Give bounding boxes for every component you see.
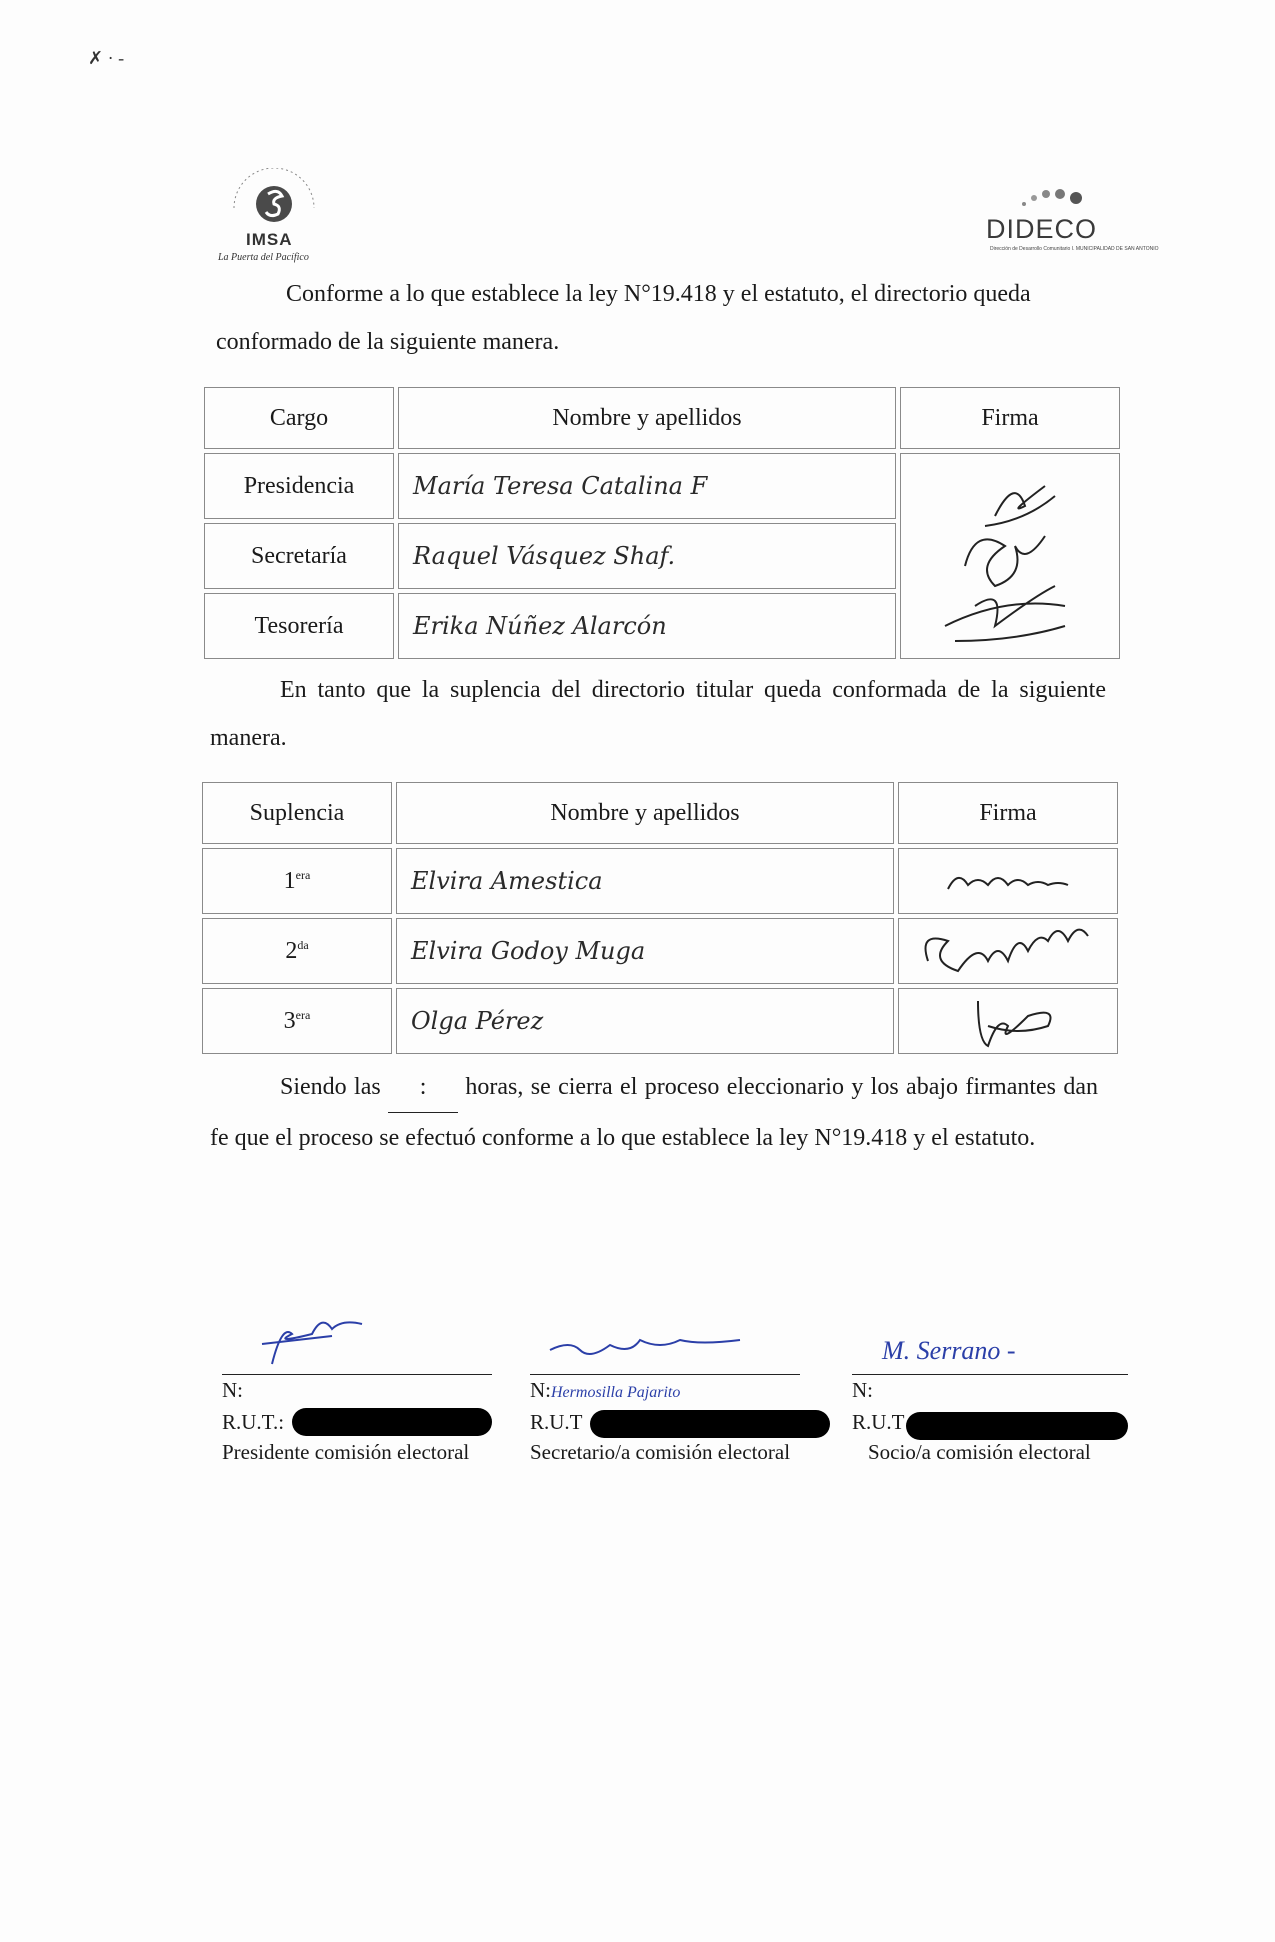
dideco-brand: DIDECO (986, 214, 1098, 244)
table-row (202, 988, 1118, 1054)
nombre-cell: Olga Pérez (396, 988, 894, 1054)
handwritten-name: M. Serrano - (882, 1336, 1016, 1365)
imsa-logo (212, 168, 332, 272)
role-label: Socio/a comisión electoral (868, 1440, 1091, 1464)
nombre-cell: María Teresa Catalina F (398, 453, 896, 519)
firma-cell (898, 918, 1118, 984)
suplencia-number (202, 848, 392, 914)
role-label: Secretario/a comisión electoral (530, 1440, 791, 1464)
redaction-bar (292, 1408, 492, 1436)
handwritten-signature-icon (252, 1314, 372, 1374)
handwritten-signature-icon (908, 921, 1108, 981)
header-cargo: Cargo (204, 387, 394, 449)
scan-mark: ✗ · - (88, 48, 125, 68)
nombre-cell: Erika Núñez Alarcón (398, 593, 896, 659)
ordinal-suffix: era (295, 1007, 311, 1022)
header-firma: Firma (900, 387, 1120, 449)
role-label: Presidente comisión electoral (222, 1440, 470, 1464)
signature-line (530, 1374, 800, 1375)
firma-cell (900, 453, 1120, 659)
nombre-cell: Elvira Godoy Muga (396, 918, 894, 984)
dideco-subtitle: Dirección de Desarrollo Comunitario I. MUNICIPALIDAD DE SAN ANTONIO (990, 246, 1159, 252)
handwritten-signature-icon (540, 1330, 760, 1380)
intro-paragraph: Conforme a lo que establece la ley N°19.418 y el estatuto, el directorio queda conformado de la siguiente manera. (216, 281, 1031, 355)
time-field: : (388, 1062, 458, 1113)
handwritten-signature-icon (935, 456, 1085, 656)
table-row (202, 848, 1118, 914)
header-nombre: Nombre y apellidos (396, 782, 894, 844)
name-label: N: (222, 1378, 243, 1402)
imsa-brand: IMSA (246, 230, 293, 249)
rut-label: R.U.T (852, 1410, 905, 1434)
imsa-tagline: La Puerta del Pacífico (218, 252, 309, 263)
cargo-cell: Tesorería (204, 593, 394, 659)
firma-cell (898, 848, 1118, 914)
ordinal-suffix: era (295, 867, 311, 882)
closing-end: horas, se cierra el proceso eleccionario y los abajo firmantes dan fe que el proceso se efectuó conforme a lo que establece la ley N°19.418 y el estatuto. (210, 1074, 1099, 1151)
nombre-cell: Elvira Amestica (396, 848, 894, 914)
table-header-row (204, 387, 1120, 449)
table-row (202, 918, 1118, 984)
rut-label: R.U.T (530, 1410, 583, 1434)
rut-field (222, 1410, 284, 1435)
name-field (530, 1378, 680, 1403)
signature-line (852, 1374, 1128, 1375)
dideco-logo (980, 186, 1159, 266)
suplencia-number (202, 988, 392, 1054)
header-firma: Firma (898, 782, 1118, 844)
rut-field (530, 1410, 583, 1435)
closing-paragraph (210, 1062, 1098, 1163)
suplencia-number (202, 918, 392, 984)
ordinal-number: 2 (285, 937, 298, 964)
dots-icon (1018, 186, 1108, 212)
name-label: N: (530, 1378, 551, 1402)
name-field (222, 1378, 243, 1403)
name-label: N: (852, 1378, 873, 1402)
firma-cell (898, 988, 1118, 1054)
rut-field (852, 1410, 905, 1435)
handwritten-signature-icon (938, 991, 1078, 1051)
ordinal-number: 3 (283, 1007, 296, 1034)
ordinal-number: 1 (283, 867, 296, 894)
closing-start: Siendo las (280, 1074, 381, 1100)
suplencia-paragraph: En tanto que la suplencia del directorio titular queda conformada de la siguiente manera. (210, 677, 1106, 751)
name-value: Hermosilla Pajarito (551, 1384, 681, 1401)
header-nombre: Nombre y apellidos (398, 387, 896, 449)
redaction-bar (590, 1410, 830, 1438)
cargo-cell: Presidencia (204, 453, 394, 519)
directorio-table (200, 383, 1124, 663)
rut-label: R.U.T.: (222, 1410, 285, 1434)
table-row (204, 453, 1120, 519)
redaction-bar (906, 1412, 1128, 1440)
cargo-cell: Secretaría (204, 523, 394, 589)
signature-line (222, 1374, 492, 1375)
table-header-row (202, 782, 1118, 844)
handwritten-signature-icon (928, 861, 1088, 901)
suplencia-table (198, 778, 1122, 1058)
nombre-cell: Raquel Vásquez Shaf. (398, 523, 896, 589)
header-suplencia: Suplencia (202, 782, 392, 844)
ordinal-suffix: da (297, 937, 309, 952)
name-field (852, 1378, 873, 1403)
